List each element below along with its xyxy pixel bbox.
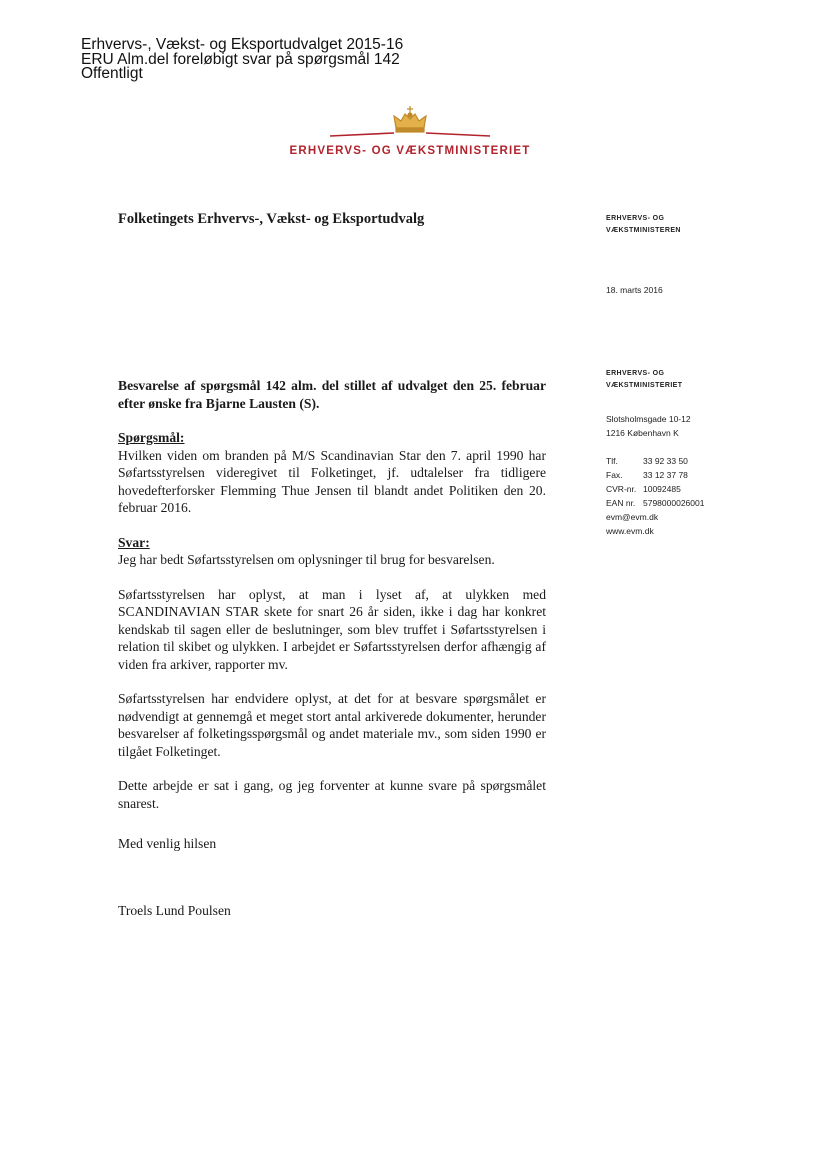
sidebar-address [606, 412, 691, 440]
crown-logo-icon [320, 104, 500, 145]
document-stamp [81, 38, 403, 82]
sidebar-contacts [606, 454, 704, 538]
sidebar-ministry [606, 368, 682, 392]
sidebar-minister-line1: ERHVERVS- OG [606, 215, 665, 222]
fax-row [606, 468, 704, 482]
answer-paragraph-1: Jeg har bedt Søfartsstyrelsen om oplysninger til brug for besvarelsen. [118, 552, 495, 567]
cvr-label: CVR-nr. [606, 484, 637, 494]
website-link[interactable]: www.evm.dk [606, 526, 654, 536]
fax-value: 33 12 37 78 [643, 470, 688, 480]
sidebar-minister [606, 213, 681, 237]
stamp-committee: Erhvervs-, Vækst- og Eksportudvalget 2015-16 [81, 36, 404, 53]
ministry-name: ERHVERVS- OG VÆKSTMINISTERIET [289, 145, 531, 157]
stamp-classification: Offentligt [81, 65, 143, 82]
sidebar-ministry-line1: ERHVERVS- OG [606, 370, 665, 377]
phone-row [606, 454, 704, 468]
address-street: Slotsholmsgade 10-12 [606, 414, 691, 424]
answer-paragraph-2: Søfartsstyrelsen har oplyst, at man i lyset af, at ulykken med SCANDINAVIAN STAR skete for snart 26 år siden, ikke i dag har konkret kendskab til sagen eller de beslutninger, som blev truffet i Søfartsstyrelsen i relation til skibet og ulykken. I arbejdet er Søfartsstyrelsen derfor afhængig af viden fra arkiver, rapporter mv. [118, 586, 546, 672]
letter-date: 18. marts 2016 [606, 285, 663, 295]
phone-label: Tlf. [606, 456, 618, 466]
closing-greeting: Med venlig hilsen [118, 836, 217, 851]
cvr-value: 10092485 [643, 484, 681, 494]
answer-paragraph-3: Søfartsstyrelsen har endvidere oplyst, at det for at besvare spørgsmålet er nødvendigt at gennemgå et meget stort antal arkiverede dokumenter, herunder besvarelser af folketingsspørgsmål og andet materiale mv., som siden 1990 er tilgået Folketinget. [118, 691, 546, 759]
recipient: Folketingets Erhvervs-, Vækst- og Eksportudvalg [118, 211, 425, 227]
ean-value: 5798000026001 [643, 498, 705, 508]
question-heading: Spørgsmål: [118, 430, 185, 445]
address-city: 1216 København K [606, 428, 679, 438]
phone-value: 33 92 33 50 [643, 456, 688, 466]
sidebar-minister-line2: VÆKSTMINISTEREN [606, 227, 681, 234]
answer-heading: Svar: [118, 534, 150, 550]
letter-subject: Besvarelse af spørgsmål 142 alm. del stillet af udvalget den 25. februar efter ønske fra Bjarne Lausten (S). [118, 378, 546, 411]
fax-label: Fax. [606, 470, 623, 480]
stamp-reference: ERU Alm.del foreløbigt svar på spørgsmål 142 [81, 50, 400, 68]
sidebar-ministry-line2: VÆKSTMINISTERIET [606, 382, 683, 389]
cvr-row [606, 482, 704, 496]
ean-row [606, 496, 704, 510]
signer-name: Troels Lund Poulsen [118, 903, 231, 918]
answer-paragraph-4: Dette arbejde er sat i gang, og jeg forventer at kunne svare på spørgsmålet snarest. [118, 778, 546, 811]
email-link[interactable]: evm@evm.dk [606, 512, 659, 522]
ean-label: EAN nr. [606, 498, 636, 508]
letter-body [118, 377, 546, 812]
question-text: Hvilken viden om branden på M/S Scandinavian Star den 7. april 1990 har Søfartsstyrelsen videregivet til Folketinget, jf. udtalelser fra tidligere hovedefterforsker Flemming Thue Jensen til blandt andet Politiken den 20. februar 2016. [118, 447, 546, 515]
